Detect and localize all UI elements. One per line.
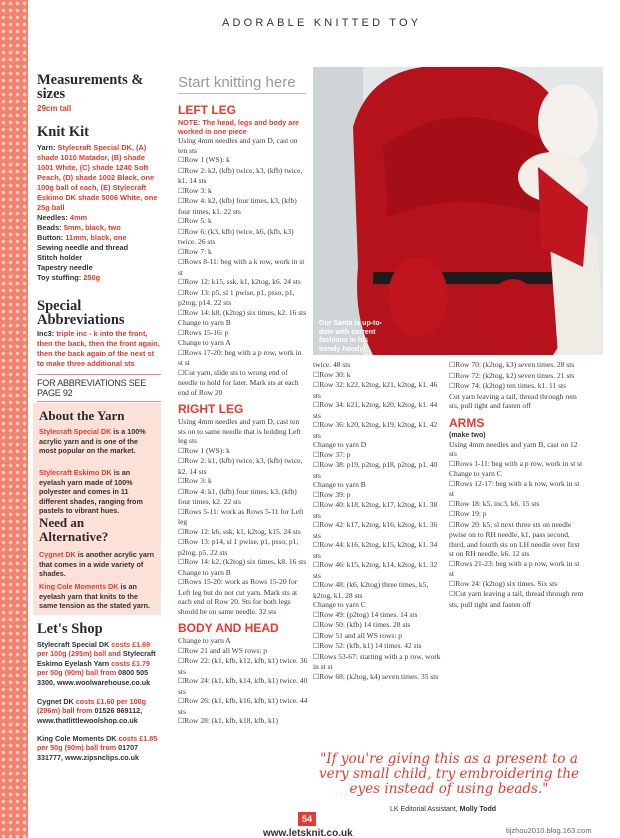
alt-desc-cygnet: is another acrylic yarn that comes in a wide variety of shades. — [39, 550, 155, 578]
pattern-text: Change to yarn C — [313, 600, 366, 609]
kit-item — [37, 233, 161, 243]
alternative-p2 — [39, 582, 157, 611]
kit-item — [37, 263, 161, 273]
pattern-row: ☐ Row 1 (WS): k — [178, 446, 308, 457]
yarn-name-special: Stylecraft Special DK — [39, 427, 112, 436]
pattern-row: ☐ Cut yarn, slide sts to wrong end of needle to hold for later. Mark sts at each end of Row 20 — [178, 368, 308, 398]
measurements-title: Measurements & sizes — [37, 72, 144, 102]
pattern-row: ☐ Row 39: p — [313, 490, 441, 501]
about-yarn-p1 — [39, 427, 157, 456]
pattern-row: ☐ Rows 53-67: starting with a p row, work in st st — [313, 652, 441, 672]
pattern-row: ☐ Row 4: k1, (kfb) four times, k3, (kfb) four times, k2. 22 sts — [178, 487, 308, 507]
about-yarn-title: About the Yarn — [39, 408, 125, 423]
pattern-row: ☐ Rows 17-20: beg with a p row, work in st st — [178, 348, 308, 368]
santa-illustration — [313, 67, 603, 355]
pattern-row: ☐ Cut yarn leaving a tail, thread through rem sts, pull tight and fasten off — [449, 589, 585, 609]
kit-item-label: Sewing needle and thread — [37, 243, 129, 252]
pattern-row: ☐ Row 14: k8, (k2tog) six times, k2. 16 sts — [178, 308, 308, 319]
pattern-row: ☐ Row 37: p — [313, 450, 441, 461]
kit-item — [37, 143, 161, 213]
pattern-row: ☐ Row 52: (kfb, k1) 14 times. 42 sts — [313, 641, 441, 652]
kit-item-label: Button: — [37, 233, 66, 242]
shop-stylecraft-special: Stylecraft Special DK — [37, 640, 110, 649]
shop-cygnet: Cygnet DK — [37, 697, 74, 706]
abbreviations-page-link: FOR ABBREVIATIONS SEE PAGE 92 — [37, 374, 161, 402]
pattern-text: Cut yarn leaving a tail, thread through rem sts, pull tight and fasten off — [449, 391, 577, 410]
pattern-row: ☐ Row 48: (k6, k2tog) three times, k5, k2tog, k1. 28 sts — [313, 580, 441, 600]
shop-kingcole: King Cole Moments DK — [37, 734, 117, 743]
pattern-row: ☐ Rows 8-11: beg with a k row, work in st st — [178, 257, 308, 277]
measurements-value: 29cm tall — [37, 104, 72, 113]
yarn-desc-special: is a 100% acrylic yarn and is one of the most popular on the market. — [39, 427, 146, 455]
pattern-row: ☐ Row 49: (p2tog) 14 times. 14 sts — [313, 610, 441, 621]
pattern-row: ☐ Row 19: p — [449, 509, 585, 520]
editorial-quote: "If you're giving this as a present to a very small child, try embroidering the eyes instead of using beads." — [318, 751, 580, 797]
quote-attribution — [390, 806, 496, 813]
quote-name: Molly Todd — [459, 806, 497, 813]
pattern-row: ☐ Row 12: k6, ssk, k1, k2tog, k15. 24 sts — [178, 527, 308, 538]
pattern-text: Change to yarn B — [313, 480, 366, 489]
pattern-text: Using 4mm needles and yarn B, cast on 12 sts — [449, 439, 578, 458]
pattern-column-1 — [178, 98, 308, 727]
pattern-row: ☐ Row 13: p14, sl 1 pwise, p1, psso, p1, p2tog, p5. 22 sts — [178, 537, 308, 557]
alternative-p1 — [39, 550, 157, 579]
pattern-row: ☐ Row 24: (k1, kfb, k14, kfb, k1) twice. 40 sts — [178, 676, 308, 696]
pattern-row: ☐ Rows 21-23: beg with a p row, work in st st — [449, 559, 585, 579]
kit-item-label: Stitch holder — [37, 253, 83, 262]
pattern-row: ☐ Row 3: k — [178, 476, 308, 487]
kit-item — [37, 213, 161, 223]
pattern-row: ☐ Row 32: k22, k2tog, k21, k2tog, k1. 46 sts — [313, 380, 441, 400]
pattern-row: ☐ Row 20: k5, sl next three sts on needle pwise on to RH needle, k1, pass second, third, and fourth sts on LH needle over first st on RH needle, k6. 12 sts — [449, 520, 585, 559]
abbr-key: Inc3: — [37, 329, 57, 338]
pattern-row: ☐ Row 50: (kfb) 14 times. 28 sts — [313, 620, 441, 631]
pattern-text: Change to yarn B — [178, 567, 231, 577]
santa-toy-photo — [313, 67, 603, 355]
start-divider — [178, 93, 306, 94]
yarn-desc-eskimo: is an eyelash yarn made of 100% polyester and comes in 11 different shades, ranging from pastels to vibrant hues. — [39, 468, 143, 515]
shop-woolwarehouse-link[interactable]: 0800 505 3300, www.woolwarehouse.co.uk — [37, 668, 151, 687]
pattern-row: ☐ Row 4: k2, (kfb) four times, k3, (kfb) four times, k1. 22 sts — [178, 196, 308, 216]
pattern-row: ☐ Row 12: k15, ssk, k1, k2tog, k6. 24 sts — [178, 277, 308, 288]
pattern-column-3 — [449, 360, 585, 609]
watermark: tijzhou2010.blog.163.com — [506, 826, 592, 835]
pattern-text: Change to yarn B — [178, 318, 231, 327]
pattern-row: ☐ Row 28: (k1, kfb, k18, kfb, k1) — [178, 716, 308, 727]
pattern-row: ☐ Row 22: (k1, kfb, k12, kfb, k1) twice. 36 sts — [178, 656, 308, 676]
lets-shop-title: Let's Shop — [37, 621, 103, 637]
pattern-row: ☐ Row 21 and all WS rows: p — [178, 646, 308, 657]
about-yarn-p2 — [39, 468, 157, 516]
pattern-row: ☐ Rows 1-11: beg with a p row, work in st st — [449, 459, 585, 470]
pattern-row: ☐ Row 14: k2, (k2tog) six times, k8. 16 sts — [178, 557, 308, 568]
pattern-row: ☐ Row 70: (k2tog, k3) seven times. 28 sts — [449, 360, 585, 371]
kit-item-value: Stylecraft Special DK, (A) shade 1010 Matador, (B) shade 1001 White, (C) shade 1240 Soft Peach, (D) shade 1002 Black, one 100g ball of each, (E) Stylecraft Eskimo DK shade 5006 White, one 25g ball — [37, 143, 158, 212]
pattern-row: ☐ Row 5: k — [178, 216, 308, 227]
pattern-text: twice. 48 sts — [313, 360, 351, 369]
pattern-text: Change to yarn A — [178, 338, 231, 347]
pattern-row: ☐ Row 26: (k1, kfb, k16, kfb, k1) twice. 44 sts — [178, 696, 308, 716]
special-abbreviations-title: Special Abbreviations — [37, 298, 125, 328]
shop-entry-cygnet — [37, 697, 163, 725]
kit-item-label: Tapestry needle — [37, 263, 93, 272]
kit-item-label: Needles: — [37, 213, 70, 222]
pattern-note: NOTE: The head, legs and body are worked in one piece — [178, 118, 300, 136]
shop-stylecraft-special-price: costs £1.69 per 100g (295m) ball and — [37, 640, 151, 659]
pattern-row: ☐ Row 72: (k2tog, k2) seven times. 21 sts — [449, 371, 585, 382]
kit-item-label: Beads: — [37, 223, 64, 232]
alternative-title: Need an Alternative? — [39, 515, 109, 544]
section-subheading: (make two) — [449, 431, 486, 439]
section-heading: ARMS — [449, 415, 485, 430]
pattern-row: ☐ Row 34: k21, k2tog, k20, k2tog, k1. 44 sts — [313, 400, 441, 420]
pattern-row: ☐ Rows 15-16: p — [178, 328, 308, 339]
knit-kit-title: Knit Kit — [37, 124, 89, 140]
page-number: 54 — [298, 812, 316, 826]
photo-caption: Our Santa is up-to-date with current fashions in his trendy hoody! — [319, 320, 382, 353]
kit-item — [37, 243, 161, 253]
alt-yarn-cygnet: Cygnet DK — [39, 550, 76, 559]
kit-item-value: 5mm, black, two — [63, 223, 121, 232]
kit-item — [37, 253, 161, 263]
knit-kit-list — [37, 143, 161, 283]
pattern-row: ☐ Row 30: k — [313, 370, 441, 381]
pattern-row: ☐ Row 2: k2, (kfb) twice, k3, (kfb) twice, k1. 14 sts — [178, 166, 308, 186]
alt-desc-kingcole: is an eyelash yarn that knits to the same tension as the stated yarn. — [39, 582, 151, 610]
pattern-row: ☐ Row 68: (k2tog, k4) seven times. 35 sts — [313, 672, 441, 683]
kit-item — [37, 223, 161, 233]
yarn-name-eskimo: Stylecraft Eskimo DK — [39, 468, 112, 477]
pattern-row: ☐ Row 46: k15, k2tog, k14, k2tog, k1. 32 sts — [313, 560, 441, 580]
section-heading: LEFT LEG — [178, 103, 236, 117]
pattern-row: ☐ Rows 15-20: work as Rows 15-20 for Left leg but do not cut yarn. Mark sts at each end of Row 20. Sts for both legs should be on same needle. 32 sts — [178, 577, 308, 616]
pattern-row: ☐ Row 74: (k2tog) ten times, k1. 11 sts — [449, 381, 585, 392]
pattern-row: ☐ Row 36: k20, k2tog, k19, k2tog, k1. 42 sts — [313, 420, 441, 440]
pattern-row: ☐ Row 1 (WS): k — [178, 155, 308, 166]
pattern-row: ☐ Row 44: k16, k2tog, k15, k2tog, k1. 34 sts — [313, 540, 441, 560]
pattern-row: ☐ Row 38: p19, p2tog, p18, p2tog, p1. 40 sts — [313, 460, 441, 480]
pattern-text: Change to yarn D — [313, 440, 367, 449]
pattern-text: Change to yarn C — [449, 469, 502, 478]
website-link[interactable]: www.letsknit.co.uk — [263, 828, 353, 838]
pattern-row: ☐ Row 42: k17, k2tog, k16, k2tog, k1. 36 sts — [313, 520, 441, 540]
shop-thatlittlewoolshop-link[interactable]: 01526 869112, www.thatlittlewoolshop.co.uk — [37, 706, 143, 725]
pattern-column-2 — [313, 360, 441, 682]
kit-item-value: 4mm — [69, 213, 88, 222]
pattern-text: Change to yarn A — [178, 636, 231, 645]
pattern-row: ☐ Row 24: (k2tog) six times. Six sts — [449, 579, 585, 590]
shop-stylecraft-eskimo: Stylecraft Eskimo Eyelash Yarn — [37, 649, 156, 668]
start-knitting-title: Start knitting here — [178, 74, 296, 91]
pattern-row: ☐ Row 2: k1, (kfb) twice, k3, (kfb) twice, k2. 14 sts — [178, 456, 308, 476]
pattern-row: ☐ Row 13: p5, sl 1 pwise, p1, psso, p1, p2tog, p14. 22 sts — [178, 288, 308, 308]
section-heading: RIGHT LEG — [178, 402, 244, 416]
shop-kingcole-price: costs £1.85 per 50g (90m) ball from — [37, 734, 158, 753]
pattern-row: ☐ Row 3: k — [178, 186, 308, 197]
shop-zipsnclips-link[interactable]: 01707 331777, www.zipsnclips.co.uk — [37, 743, 139, 762]
about-yarn-box — [33, 403, 161, 615]
kit-item-label: Yarn: — [37, 143, 58, 152]
kit-item-value: 250g — [83, 273, 101, 282]
kit-item-value: 11mm, black, one — [65, 233, 127, 242]
kit-item — [37, 273, 161, 283]
pattern-row: ☐ Row 7: k — [178, 247, 308, 258]
shop-cygnet-price: costs £1.60 per 100g (296m) ball from — [37, 697, 147, 716]
kit-item-label: Toy stuffing: — [37, 273, 84, 282]
shop-entry-stylecraft — [37, 640, 163, 687]
decorative-stripe — [0, 0, 28, 838]
section-heading: BODY AND HEAD — [178, 621, 279, 635]
pattern-text: Using 4mm needles and yarn D, cast on ten sts — [178, 136, 298, 155]
pattern-row: ☐ Row 6: (k3, kfb) twice, k6, (kfb, k3) twice. 26 sts — [178, 227, 308, 247]
alt-yarn-kingcole: King Cole Moments DK — [39, 582, 119, 591]
quote-role: LK Editorial Assistant, — [390, 806, 460, 813]
pattern-row: ☐ Row 40: k18, k2tog, k17, k2tog, k1. 38 sts — [313, 500, 441, 520]
pattern-row: ☐ Row 51 and all WS rows: p — [313, 631, 441, 642]
pattern-row: ☐ Rows 5-11: work as Rows 5-11 for Left leg — [178, 507, 308, 527]
page-header: ADORABLE KNITTED TOY — [222, 17, 422, 29]
abbr-text: triple inc - k into the front, then the back, then the front again, then the back again of the next st to make three additional sts — [37, 329, 160, 368]
pattern-row: ☐ Row 18: k5, inc3, k6. 15 sts — [449, 499, 585, 510]
shop-stylecraft-eskimo-price: costs £1.79 per 50g (90m) ball from — [37, 658, 150, 678]
pattern-text: Using 4mm needles and yarn D, cast ten sts on to same needle that is holding Left leg sts — [178, 417, 301, 445]
pattern-row: ☐ Rows 12-17: beg with a k row, work in st st — [449, 479, 585, 499]
special-abbreviation-inc3 — [37, 329, 161, 369]
shop-entry-kingcole — [37, 734, 163, 762]
